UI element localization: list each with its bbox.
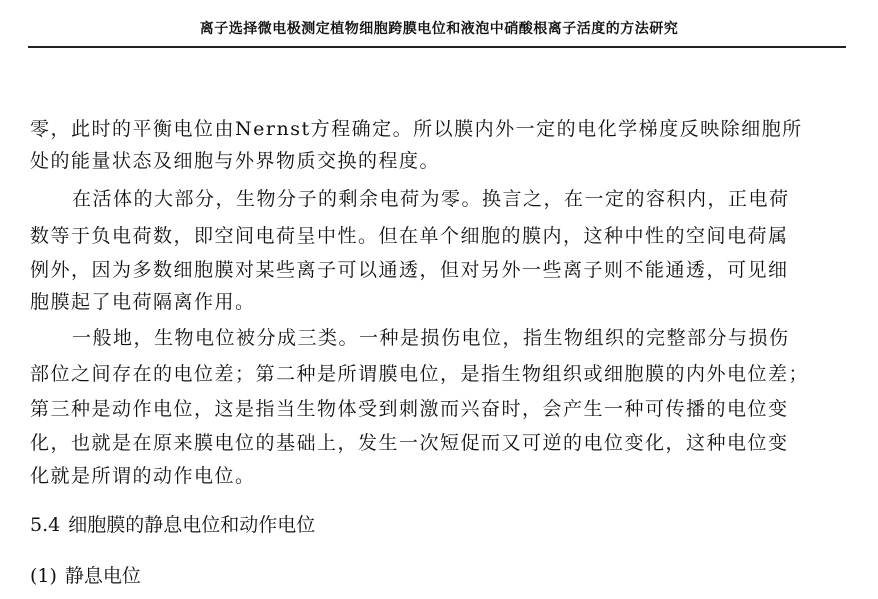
header-rule [28, 46, 846, 48]
section-number: 5.4 [30, 514, 61, 536]
running-header: 离子选择微电极测定植物细胞跨膜电位和液泡中硝酸根离子活度的方法研究 [199, 21, 679, 37]
text-line: 第三种是动作电位，这是指当生物体受到刺激而兴奋时，会产生一种可传播的电位变 [30, 398, 789, 420]
text-line: 一般地，生物电位被分成三类。一种是损伤电位，指生物组织的完整部分与损伤 [72, 327, 790, 349]
text-line: 胞膜起了电荷隔离作用。 [30, 291, 256, 313]
text-line: 零，此时的平衡电位由Nernst方程确定。所以膜内外一定的电化学梯度反映除细胞所 [30, 118, 803, 140]
text-line: 化，也就是在原来膜电位的基础上，发生一次短促而又可逆的电位变化，这种电位变 [30, 432, 789, 454]
text-line: 化就是所谓的动作电位。 [30, 465, 256, 487]
subsection-number: (1) [30, 565, 57, 587]
subsection-title: 静息电位 [64, 565, 141, 587]
section-title: 细胞膜的静息电位和动作电位 [68, 514, 316, 536]
section-heading [30, 510, 315, 540]
text-line: 在活体的大部分，生物分子的剩余电荷为零。换言之，在一定的容积内，正电荷 [72, 188, 790, 210]
subsection-heading [30, 561, 141, 591]
text-line: 例外，因为多数细胞膜对某些离子可以通透，但对另外一些离子则不能通透，可见细 [30, 259, 789, 281]
text-line: 数等于负电荷数，即空间电荷呈中性。但在单个细胞的膜内，这种中性的空间电荷属 [30, 225, 789, 247]
text-line: 处的能量状态及细胞与外界物质交换的程度。 [30, 150, 441, 172]
text-line: 部位之间存在的电位差；第二种是所谓膜电位，是指生物组织或细胞膜的内外电位差； [30, 363, 810, 385]
